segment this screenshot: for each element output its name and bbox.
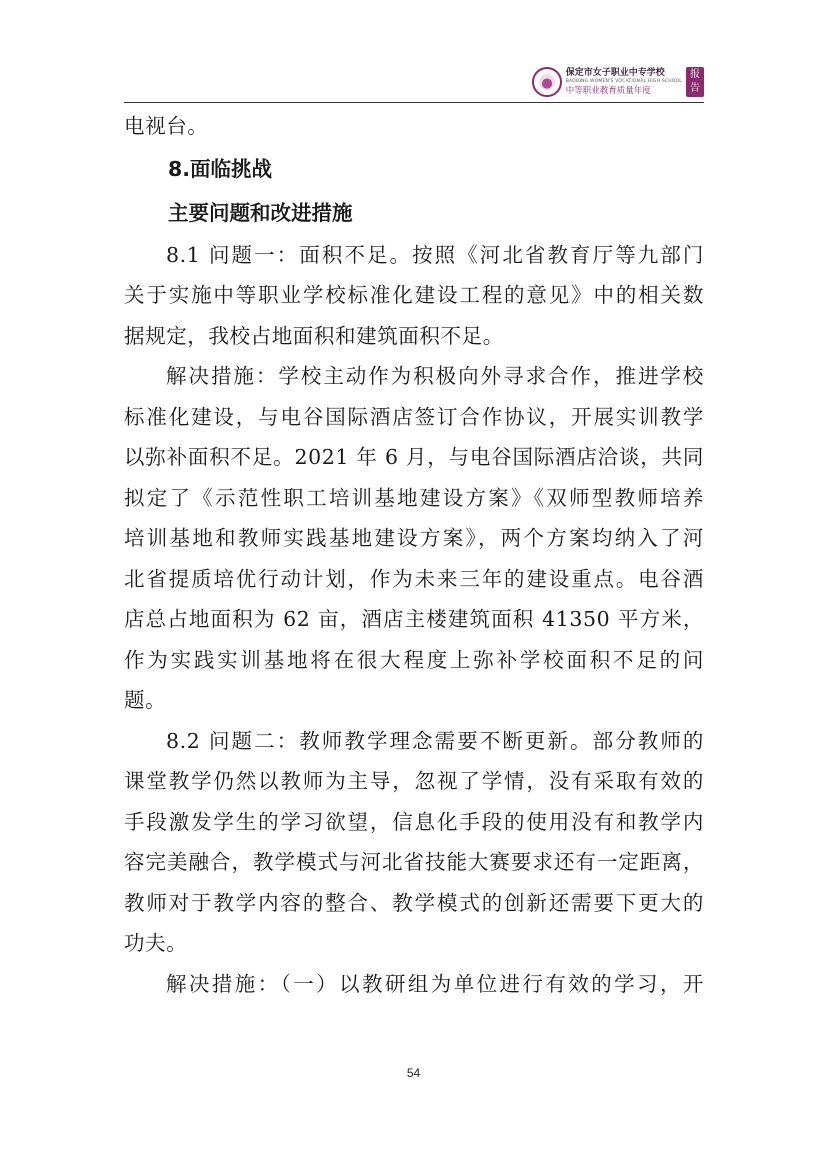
text-line: 关于实施中等职业学校标准化建设工程的意见》中的相关数: [124, 283, 704, 307]
text-line: 作为实践实训基地将在很大程度上弥补学校面积不足的问: [124, 647, 704, 672]
paragraph-solution-1: [124, 356, 704, 721]
text-line: 8.1 问题一：面积不足。按照《河北省教育厅等九部门: [166, 242, 704, 267]
header-divider: [124, 102, 704, 103]
text-line: 解决措施：（一）以教研组为单位进行有效的学习，开: [166, 971, 704, 996]
paragraph-problem-1: [124, 235, 704, 357]
text-line: 据规定，我校占地面积和建筑面积不足。: [124, 323, 504, 348]
text-line: 手段激发学生的学习欲望，信息化手段的使用没有和教学内: [124, 809, 704, 834]
school-logo: [532, 64, 704, 100]
school-seal-icon: [532, 67, 562, 97]
logo-school-name-en: BAODING WOMEN'S VOCATIONAL HIGH SCHOOL: [565, 79, 682, 84]
page-number: 54: [406, 1066, 421, 1080]
text-line: 8.2 问题二：教师教学理念需要不断更新。部分教师的: [166, 728, 704, 753]
document-body: [124, 106, 704, 1004]
subsection-heading: 主要问题和改进措施: [168, 200, 353, 225]
text-line: 电视台。: [124, 114, 209, 138]
section-heading: 8.面临挑战: [168, 156, 273, 181]
report-badge: 报 告: [686, 67, 704, 97]
text-line: 培训基地和教师实践基地建设方案》，两个方案均纳入了河: [124, 526, 704, 550]
text-line: 课堂教学仍然以教师为主导，忽视了学情，没有采取有效的: [124, 769, 704, 793]
text-line: 标准化建设，与电谷国际酒店签订合作协议，开展实训教学: [124, 404, 704, 429]
paragraph-problem-2: [124, 721, 704, 964]
text-line: 功夫。: [124, 931, 188, 955]
text-line: 店总占地面积为 62 亩，酒店主楼建筑面积 41350 平方米，: [124, 607, 704, 631]
page-header: [124, 60, 704, 104]
text-line: 解决措施：学校主动作为积极向外寻求合作，推进学校: [166, 364, 704, 388]
paragraph-solution-2: [124, 964, 704, 1005]
text-line: 北省提质培优行动计划，作为未来三年的建设重点。电谷酒: [124, 566, 704, 591]
text-line: 容完美融合，教学模式与河北省技能大赛要求还有一定距离，: [124, 850, 704, 874]
text-line: 教师对于教学内容的整合、教学模式的创新还需要下更大的: [124, 890, 704, 915]
text-line: 题。: [124, 688, 167, 712]
logo-school-name: 保定市女子职业中专学校: [565, 68, 665, 78]
logo-report-title: 中等职业教育质量年度: [565, 85, 651, 96]
text-line: 以弥补面积不足。2021 年 6 月，与电谷国际酒店洽谈，共同: [124, 445, 704, 469]
text-line: 拟定了《示范性职工培训基地建设方案》《双师型教师培养: [124, 485, 704, 510]
